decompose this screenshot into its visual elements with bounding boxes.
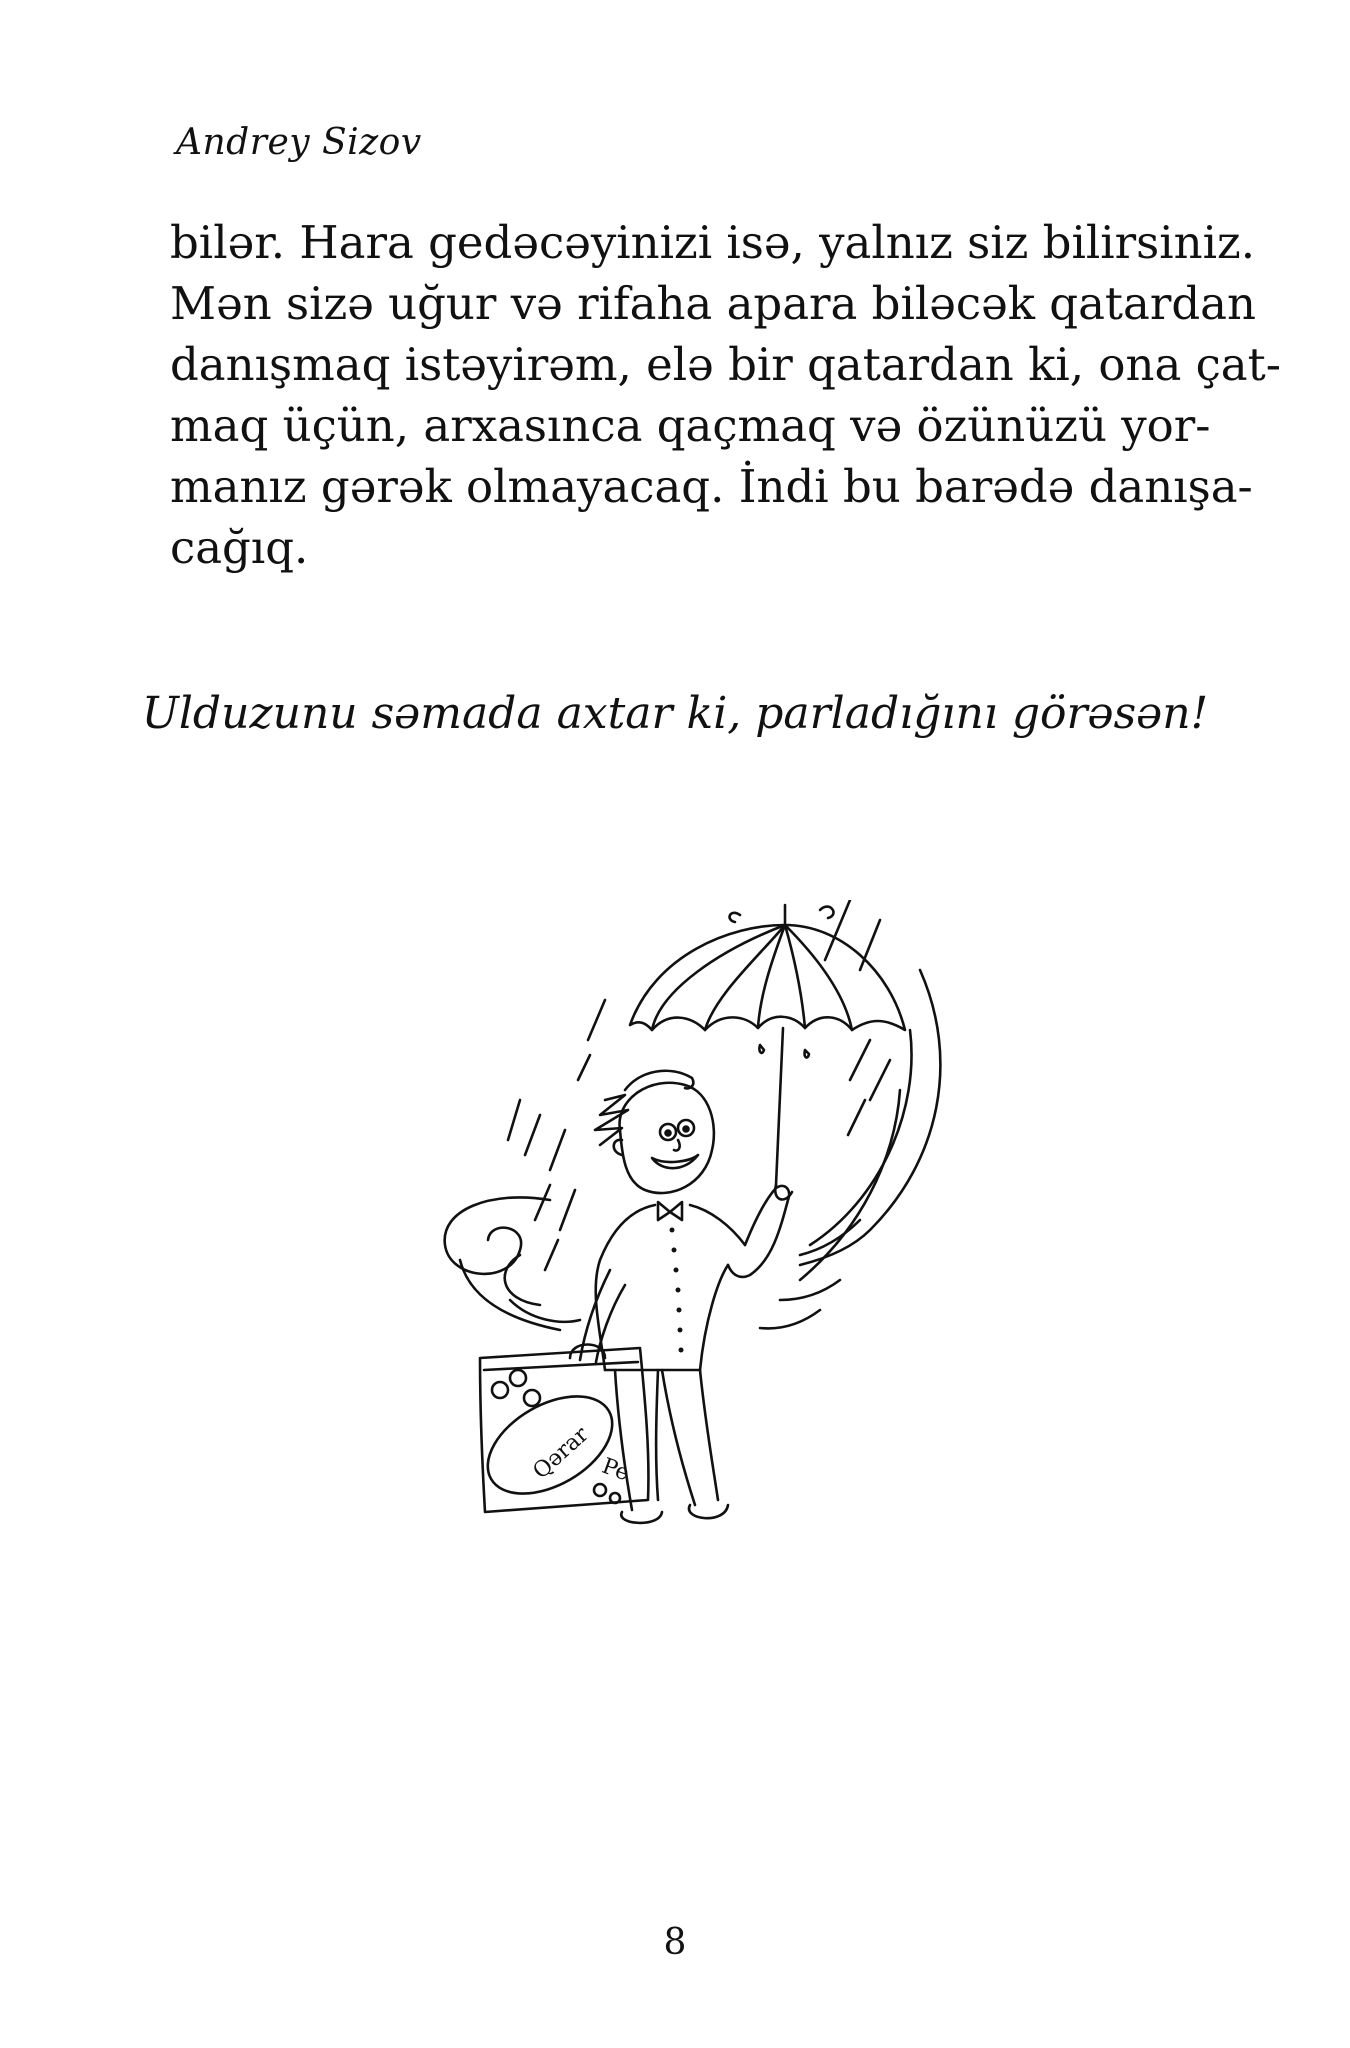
epigraph-quote: Ulduzunu səmada axtar ki, parladığını görəsən!: [141, 688, 1209, 739]
body-line-5: manız gərək olmayacaq. İndi bu barədə danışa-: [170, 460, 1253, 513]
suitcase-label-2: Pe: [598, 1453, 633, 1487]
suitcase-label-1: Qərar: [528, 1422, 594, 1485]
man-with-umbrella-illustration: [400, 900, 960, 1540]
body-line-2: Mən sizə uğur və rifaha apara biləcək qatardan: [170, 277, 1256, 330]
body-line-4: maq üçün, arxasınca qaçmaq və özünüzü yor-: [170, 399, 1211, 452]
body-line-6: cağıq.: [170, 521, 309, 574]
page-number: 8: [663, 1922, 687, 1963]
body-line-1: bilər. Hara gedəcəyinizi isə, yalnız siz bilirsiniz.: [170, 216, 1256, 269]
body-line-3: danışmaq istəyirəm, elə bir qatardan ki, ona çat-: [170, 338, 1281, 391]
body-paragraph: [170, 212, 1281, 578]
running-head: Andrey Sizov: [176, 122, 422, 163]
rain-icon: [508, 900, 890, 1270]
shirt-buttons-icon: [670, 1228, 684, 1353]
